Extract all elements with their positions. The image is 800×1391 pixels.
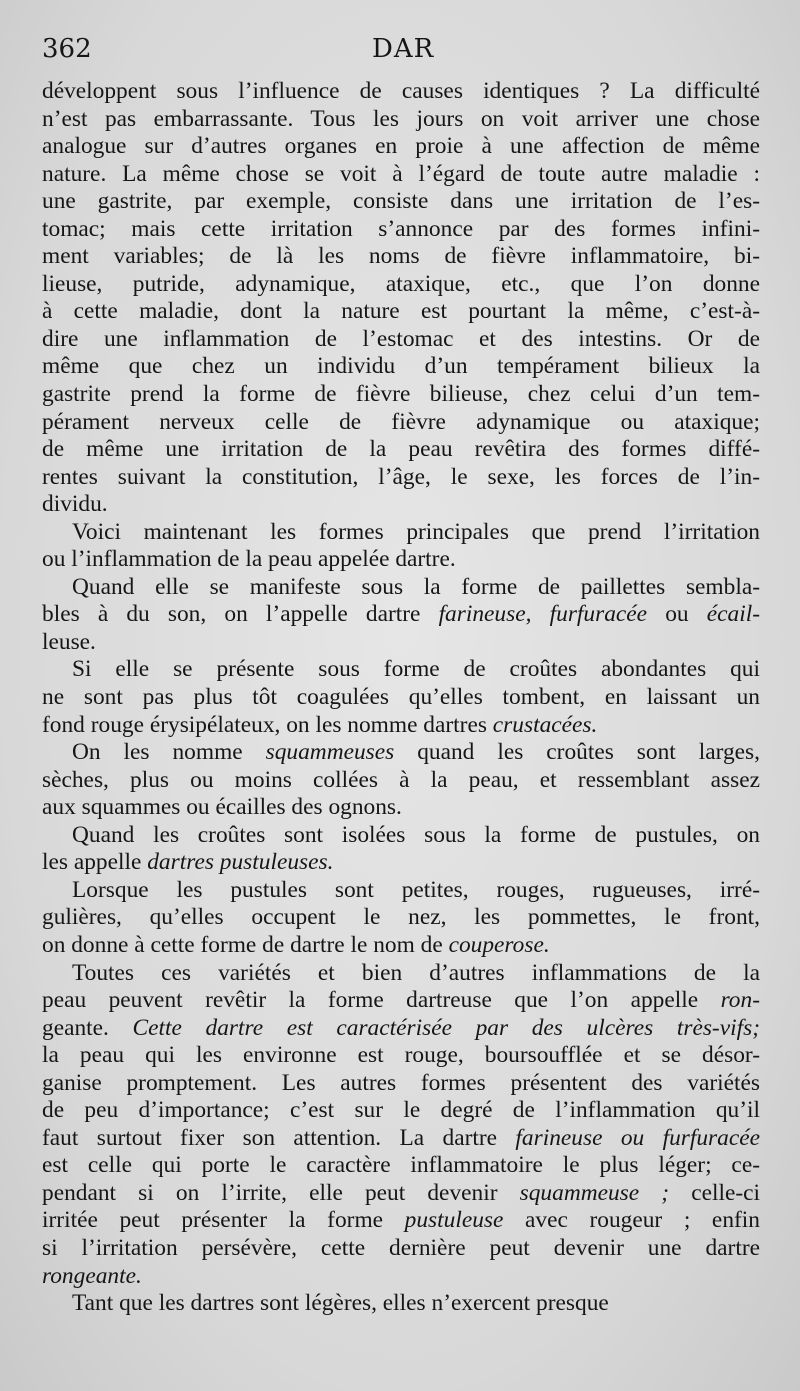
text-line: on donne à cette forme de dartre le nom de couperose. [42, 931, 550, 958]
paragraph [42, 78, 760, 519]
text-line: nature. La même chose se voit à l’égard de toute autre maladie : [42, 160, 760, 187]
text-line: dividu. [42, 491, 108, 518]
text-line: ganise promptement. Les autres formes présentent des variétés [42, 1069, 760, 1096]
italic-term: ron- [720, 987, 760, 1014]
italic-term: squammeuses [265, 739, 395, 766]
paragraph [42, 960, 760, 1291]
text-line: peau peuvent revêtir la forme dartreuse que l’on appelle ron- [42, 987, 760, 1014]
text-line: pendant si on l’irrite, elle peut devenir squammeuse ; celle-ci [42, 1179, 761, 1206]
text-line: Lorsque les pustules sont petites, rouges, rugueuses, irré- [72, 876, 760, 903]
text-line: geante. Cette dartre est caractérisée par des ulcères très-vifs; [42, 1014, 760, 1041]
text-line: leuse. [42, 628, 96, 655]
italic-term: rongeante. [42, 1262, 142, 1289]
text-line: ou l’inflammation de la peau appelée dartre. [42, 546, 456, 573]
text-line: faut surtout fixer son attention. La dartre farineuse ou furfuracée [42, 1124, 760, 1151]
italic-term: Cette dartre est caractérisée par des ulcères très-vifs; [108, 1014, 760, 1041]
text-line: de même une irritation de la peau revêtira des formes diffé- [42, 436, 760, 463]
text-line: bles à du son, on l’appelle dartre farineuse, furfuracée ou écail- [42, 601, 760, 628]
text-line: analogue sur d’autres organes en proie à une affection de même [42, 133, 760, 160]
text-line: la peau qui les environne est rouge, boursoufflée et se désor- [42, 1042, 760, 1069]
text-line: fond rouge érysipélateux, on les nomme dartres crustacées. [42, 711, 598, 738]
paragraph [42, 739, 760, 822]
paragraph [42, 574, 760, 657]
text-line [42, 1263, 760, 1291]
paragraph [42, 1290, 760, 1318]
text-line: même que chez un individu d’un tempérament bilieux la [42, 353, 760, 380]
text-line: à cette maladie, dont la nature est pourtant la même, c’est-à- [42, 298, 760, 325]
text-line: dire une inflammation de l’estomac et des intestins. Or de [42, 325, 760, 352]
text-line: Toutes ces variétés et bien d’autres inflammations de la [72, 959, 760, 986]
paragraph [42, 656, 760, 739]
paragraph [42, 519, 760, 574]
text-line: Quand elle se manifeste sous la forme de paillettes sembla- [72, 573, 760, 600]
text-line: aux squammes ou écailles des ognons. [42, 794, 402, 821]
text-line: est celle qui porte le caractère inflammatoire le plus léger; ce- [42, 1152, 760, 1179]
text-line: pérament nerveux celle de fièvre adynamique ou ataxique; [42, 408, 760, 435]
text-line: n’est pas embarrassante. Tous les jours on voit arriver une chose [42, 105, 760, 132]
body-text [42, 78, 760, 1318]
running-title: DAR [372, 34, 435, 64]
text-line: gulières, qu’elles occupent le nez, les pommettes, le front, [42, 904, 760, 931]
text-line: lieuse, putride, adynamique, ataxique, etc., que l’on donne [42, 270, 760, 297]
italic-term: farineuse, [438, 601, 532, 628]
italic-term: pustuleuse [404, 1207, 504, 1234]
text-line: Voici maintenant les formes principales que prend l’irritation [72, 518, 760, 545]
text-line: développent sous l’influence de causes identiques ? La difficulté [42, 78, 760, 104]
text-line: rentes suivant la constitution, l’âge, le sexe, les forces de l’in- [42, 463, 760, 490]
italic-term: squammeuse ; [519, 1179, 670, 1206]
paragraph [42, 822, 760, 877]
italic-term: crustacées. [492, 711, 598, 738]
page-number: 362 [42, 34, 92, 64]
paragraph [42, 877, 760, 960]
italic-term: dartres pustuleuses. [147, 849, 334, 876]
running-head [42, 34, 760, 72]
text-line: irritée peut présenter la forme pustuleuse avec rougeur ; enfin [42, 1207, 760, 1234]
text-line: Si elle se présente sous forme de croûtes abondantes qui [72, 656, 760, 683]
italic-term: furfuracée [549, 601, 648, 628]
text-line: gastrite prend la forme de fièvre bilieuse, chez celui d’un tem- [42, 381, 760, 408]
italic-term: écail- [706, 601, 760, 628]
text-line: On les nomme squammeuses quand les croûtes sont larges, [72, 739, 760, 766]
text-line: ment variables; de là les noms de fièvre inflammatoire, bi- [42, 243, 760, 270]
text-line: de peu d’importance; c’est sur le degré de l’inflammation qu’il [42, 1097, 760, 1124]
text-line: ne sont pas plus tôt coagulées qu’elles tombent, en laissant un [42, 684, 760, 711]
text-line: Quand les croûtes sont isolées sous la forme de pustules, on [72, 821, 760, 848]
text-line: sèches, plus ou moins collées à la peau, et ressemblant assez [42, 766, 760, 793]
text-line: les appelle dartres pustuleuses. [42, 849, 334, 876]
italic-term: farineuse ou furfuracée [515, 1124, 760, 1151]
text-line: si l’irritation persévère, cette dernière peut devenir une dartre [42, 1234, 760, 1261]
text-line: une gastrite, par exemple, consiste dans une irritation de l’es- [42, 188, 760, 215]
italic-term: couperose. [448, 931, 550, 958]
text-line: tomac; mais cette irritation s’annonce par des formes infini- [42, 215, 760, 242]
text-line: Tant que les dartres sont légères, elles n’exercent presque [72, 1290, 609, 1317]
